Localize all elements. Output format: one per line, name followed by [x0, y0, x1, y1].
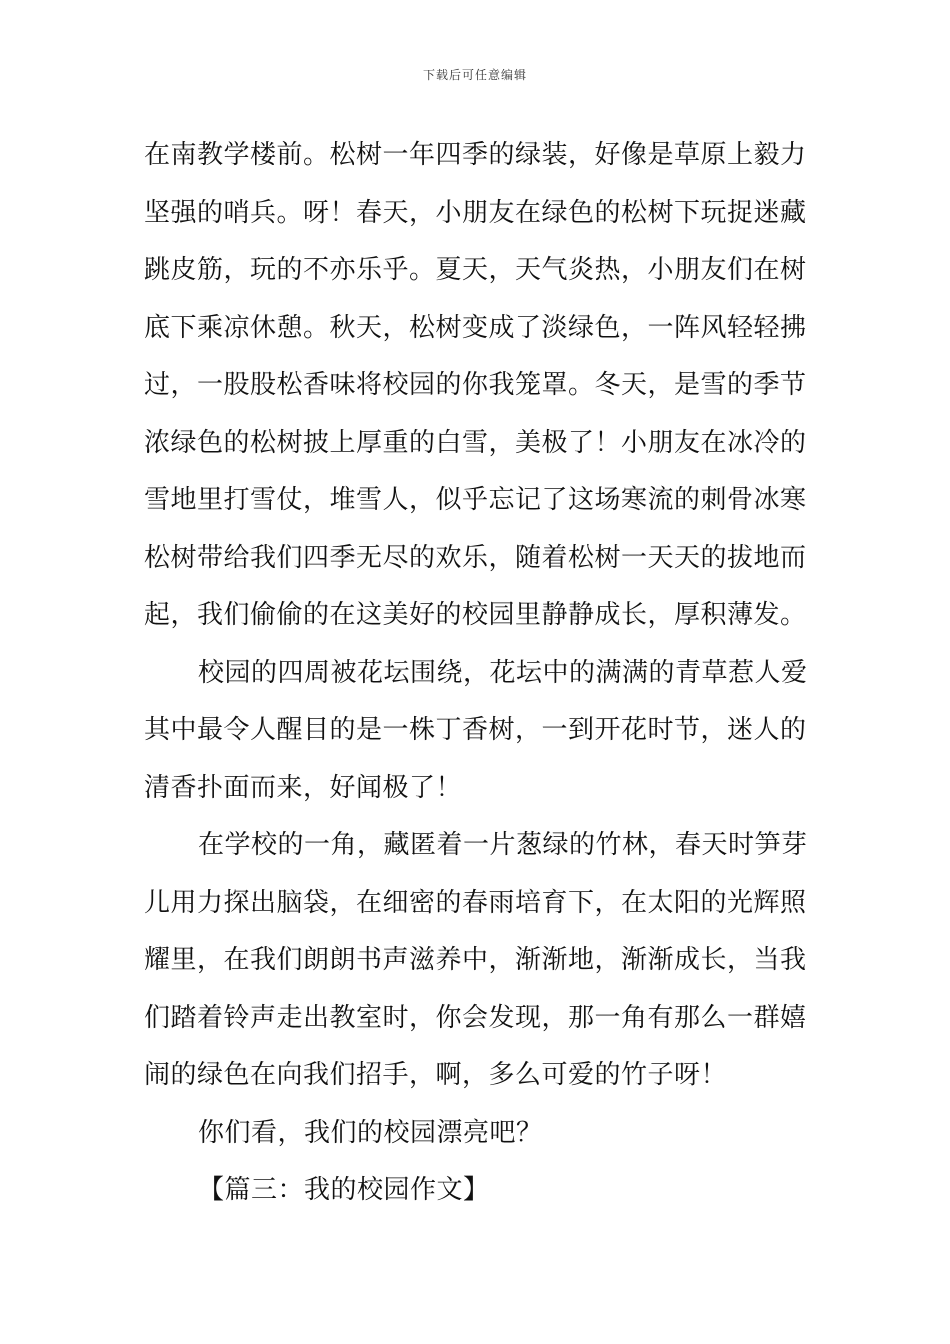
text-line: 起，我们偷偷的在这美好的校园里静静成长，厚积薄发。 [144, 600, 807, 630]
text-line: 底下乘凉休憩。秋天，松树变成了淡绿色，一阵风轻轻拂 [144, 312, 807, 343]
section-heading: 【篇三：我的校园作文】 [198, 1175, 490, 1205]
text-line: 在南教学楼前。松树一年四季的绿装，好像是草原上毅力 [144, 140, 807, 170]
text-line: 耀里，在我们朗朗书声滋养中，渐渐地，渐渐成长，当我 [144, 945, 807, 975]
text-line: 雪地里打雪仗，堆雪人，似乎忘记了这场寒流的刺骨冰寒 [144, 485, 807, 515]
text-line: 其中最令人醒目的是一株丁香树，一到开花时节，迷人的 [144, 715, 807, 745]
text-line: 儿用力探出脑袋，在细密的春雨培育下，在太阳的光辉照 [144, 887, 807, 918]
text-line: 们踏着铃声走出教室时，你会发现，那一角有那么一群嬉 [144, 1002, 807, 1033]
text-line: 坚强的哨兵。呀！春天，小朋友在绿色的松树下玩捉迷藏 [144, 197, 807, 228]
page-header: 下载后可任意编辑 [422, 68, 527, 82]
paragraph-start-line: 校园的四周被花坛围绕，花坛中的满满的青草惹人爱 [198, 657, 808, 688]
text-line: 跳皮筋，玩的不亦乐乎。夏天，天气炎热，小朋友们在树 [144, 255, 807, 285]
paragraph-start-line: 你们看，我们的校园漂亮吧？ [198, 1117, 543, 1148]
paragraph-start-line: 在学校的一角，藏匿着一片葱绿的竹林，春天时笋芽 [198, 830, 808, 860]
essay-body [144, 127, 824, 1220]
text-line: 清香扑面而来，好闻极了！ [144, 772, 463, 803]
text-line: 浓绿色的松树披上厚重的白雪，美极了！小朋友在冰冷的 [144, 427, 807, 458]
text-line: 闹的绿色在向我们招手，啊，多么可爱的竹子呀！ [144, 1060, 728, 1090]
text-line: 松树带给我们四季无尽的欢乐，随着松树一天天的拔地而 [144, 542, 807, 573]
text-line: 过，一股股松香味将校园的你我笼罩。冬天，是雪的季节 [144, 370, 807, 400]
